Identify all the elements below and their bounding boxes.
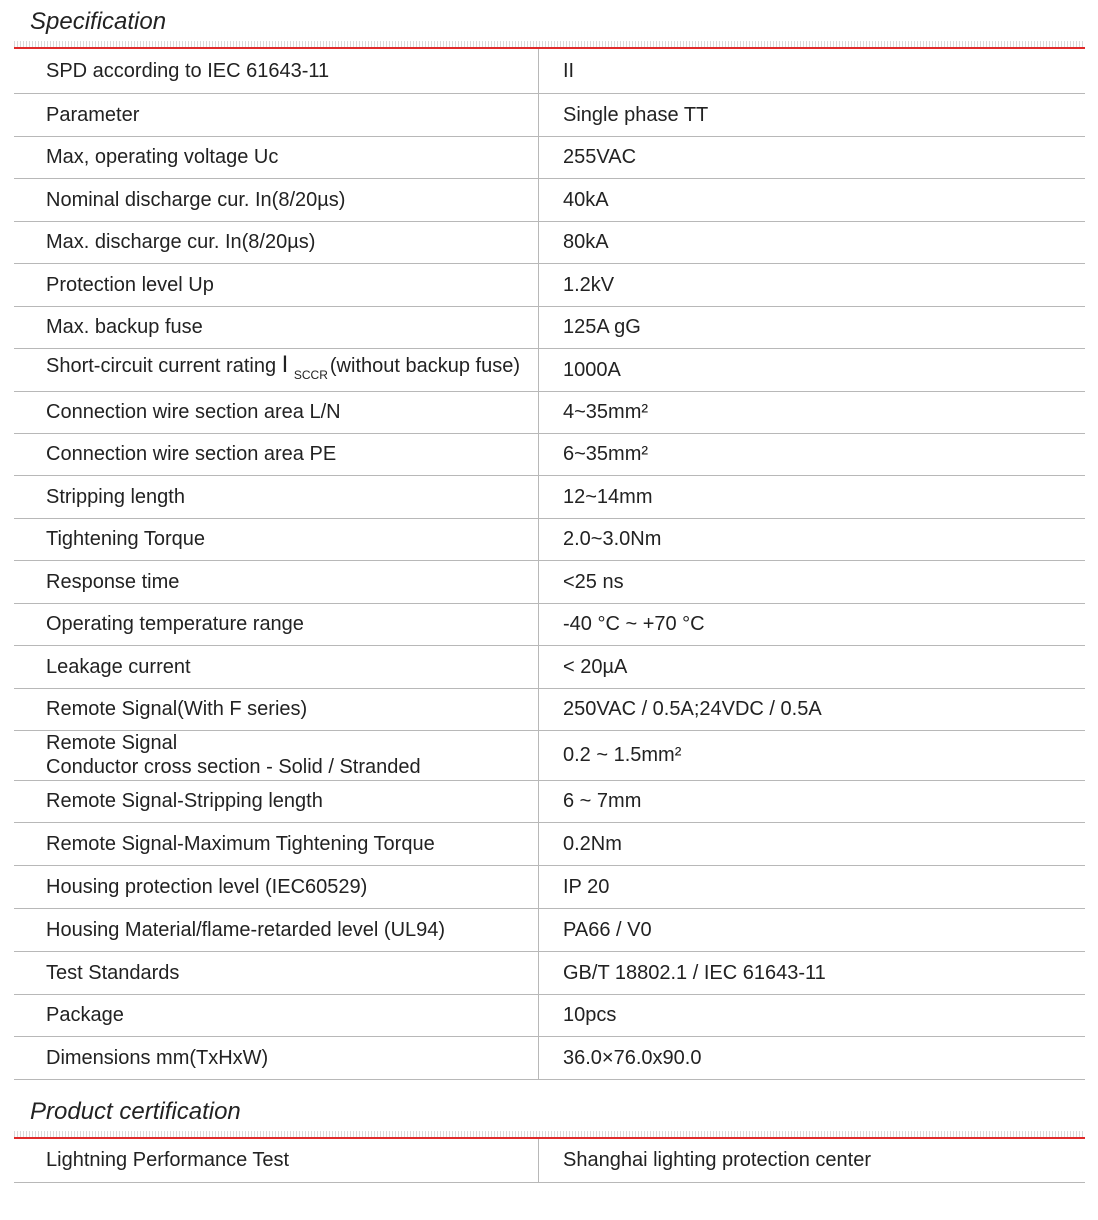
spec-label (14, 348, 539, 391)
spec-label-line: Remote Signal (46, 732, 178, 754)
spec-label: Parameter (14, 93, 539, 136)
spec-label-line: Conductor cross section - Solid / Stranded (46, 756, 421, 778)
table-row (14, 603, 1085, 645)
spec-value: 1.2kV (539, 263, 1086, 306)
table-row (14, 348, 1085, 391)
table-row (14, 994, 1085, 1036)
specification-table (14, 49, 1085, 1080)
spec-label: Operating temperature range (14, 603, 539, 645)
spec-label: Remote Signal-Maximum Tightening Torque (14, 822, 539, 865)
table-row (14, 391, 1085, 433)
product-certification-divider (14, 1131, 1085, 1139)
spec-value: <25 ns (539, 560, 1086, 603)
spec-value: 0.2 ~ 1.5mm² (539, 730, 1086, 780)
table-row (14, 93, 1085, 136)
spec-label: Package (14, 994, 539, 1036)
spec-value: 6 ~ 7mm (539, 780, 1086, 822)
spec-label (14, 730, 539, 780)
table-row (14, 263, 1085, 306)
spec-value: 12~14mm (539, 475, 1086, 518)
spec-value: II (539, 49, 1086, 93)
table-row (14, 865, 1085, 908)
spec-label-subscript: SCCR (293, 367, 328, 382)
spec-label: Leakage current (14, 645, 539, 688)
spec-value: -40 °C ~ +70 °C (539, 603, 1086, 645)
spec-label: Test Standards (14, 951, 539, 994)
specification-title: Specification (30, 8, 167, 35)
table-row (14, 518, 1085, 560)
spec-label: Max, operating voltage Uc (14, 136, 539, 178)
cert-value: Shanghai lighting protection center (539, 1139, 1086, 1182)
spec-label: Response time (14, 560, 539, 603)
spec-value: 1000A (539, 348, 1086, 391)
spec-value: 250VAC / 0.5A;24VDC / 0.5A (539, 688, 1086, 730)
table-row (14, 475, 1085, 518)
spec-label: Remote Signal(With F series) (14, 688, 539, 730)
spec-label: Max. discharge cur. In(8/20µs) (14, 221, 539, 263)
spec-value: 125A gG (539, 306, 1086, 348)
table-row (14, 951, 1085, 994)
spec-label: Connection wire section area PE (14, 433, 539, 475)
spec-value: GB/T 18802.1 / IEC 61643-11 (539, 951, 1086, 994)
spec-label: Housing protection level (IEC60529) (14, 865, 539, 908)
table-row (14, 221, 1085, 263)
spec-label: Protection level Up (14, 263, 539, 306)
spec-value: Single phase TT (539, 93, 1086, 136)
spec-label: Dimensions mm(TxHxW) (14, 1036, 539, 1079)
table-row (14, 49, 1085, 93)
spec-value: 255VAC (539, 136, 1086, 178)
spec-value: 4~35mm² (539, 391, 1086, 433)
spec-value: 36.0×76.0x90.0 (539, 1036, 1086, 1079)
table-row (14, 306, 1085, 348)
spec-label: Stripping length (14, 475, 539, 518)
table-row (14, 780, 1085, 822)
table-row (14, 908, 1085, 951)
table-row (14, 560, 1085, 603)
spec-label: SPD according to IEC 61643-11 (14, 49, 539, 93)
spec-value: 6~35mm² (539, 433, 1086, 475)
spec-value: IP 20 (539, 865, 1086, 908)
certification-table (14, 1139, 1085, 1183)
product-certification-title: Product certification (30, 1098, 241, 1125)
spec-label: Nominal discharge cur. In(8/20µs) (14, 178, 539, 221)
spec-value: PA66 / V0 (539, 908, 1086, 951)
table-row (14, 433, 1085, 475)
specification-divider (14, 41, 1085, 49)
spec-label: Remote Signal-Stripping length (14, 780, 539, 822)
spec-value: 10pcs (539, 994, 1086, 1036)
spec-value: 0.2Nm (539, 822, 1086, 865)
spec-label-suffix: (without backup fuse) (329, 354, 520, 377)
table-row (14, 1139, 1085, 1182)
table-row (14, 822, 1085, 865)
spec-label: Housing Material/flame-retarded level (UL94) (14, 908, 539, 951)
spec-value: 80kA (539, 221, 1086, 263)
spec-label: Connection wire section area L/N (14, 391, 539, 433)
spec-value: 2.0~3.0Nm (539, 518, 1086, 560)
table-row (14, 1036, 1085, 1079)
spec-label-symbol: I (281, 350, 289, 378)
spec-label: Tightening Torque (14, 518, 539, 560)
spec-label-text: Short-circuit current rating (46, 354, 282, 377)
spec-value: < 20µA (539, 645, 1086, 688)
table-row (14, 688, 1085, 730)
table-row (14, 178, 1085, 221)
spec-value: 40kA (539, 178, 1086, 221)
spec-label: Max. backup fuse (14, 306, 539, 348)
cert-label: Lightning Performance Test (14, 1139, 539, 1182)
table-row (14, 645, 1085, 688)
table-row (14, 730, 1085, 780)
table-row (14, 136, 1085, 178)
